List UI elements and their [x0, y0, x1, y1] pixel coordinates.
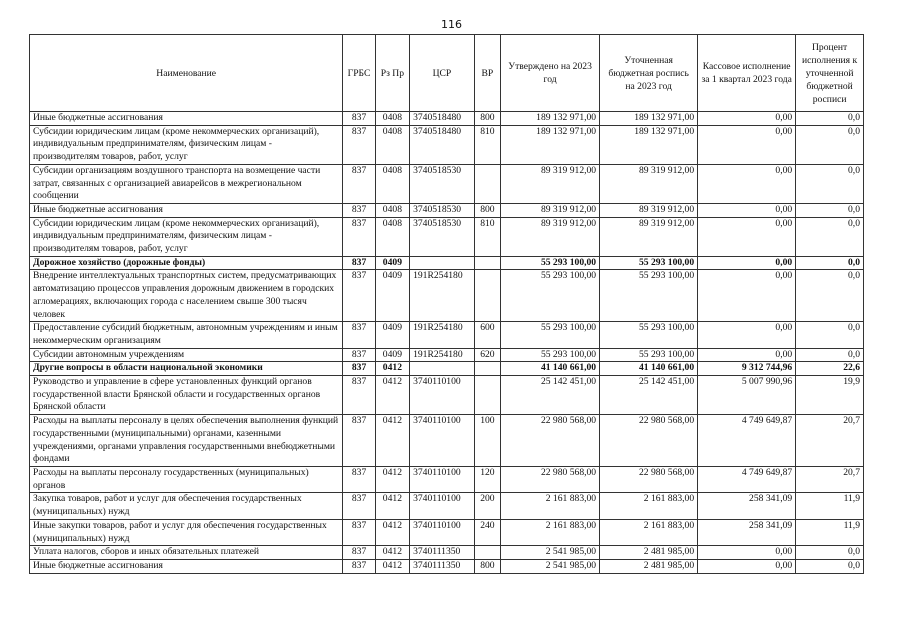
cell-cash: 258 341,09: [698, 493, 796, 519]
table-row: [30, 203, 864, 217]
cell-name: Субсидии юридическим лицам (кроме некоммерческих организаций), индивидуальным предпринимателям, физическим лицам - производителям товаров, работ, услуг: [30, 217, 343, 256]
cell-percent: 0,0: [796, 125, 864, 164]
cell-csr: 3740110100: [410, 415, 475, 467]
cell-cash: 0,00: [698, 217, 796, 256]
cell-name: Дорожное хозяйство (дорожные фонды): [30, 256, 343, 270]
cell-csr: 3740110100: [410, 466, 475, 492]
cell-rz-pr: 0412: [375, 376, 409, 415]
cell-vr: 120: [474, 466, 500, 492]
cell-rz-pr: 0408: [375, 217, 409, 256]
cell-vr: 800: [474, 112, 500, 126]
cell-vr: [474, 164, 500, 203]
cell-approved: 189 132 971,00: [501, 125, 600, 164]
table-row: [30, 256, 864, 270]
cell-name: Иные бюджетные ассигнования: [30, 203, 343, 217]
cell-vr: [474, 256, 500, 270]
cell-percent: 22,6: [796, 362, 864, 376]
cell-percent: 20,7: [796, 415, 864, 467]
cell-percent: 0,0: [796, 559, 864, 573]
table-row: [30, 112, 864, 126]
cell-percent: 0,0: [796, 217, 864, 256]
cell-grbs: 837: [343, 466, 375, 492]
header-revised: Уточненная бюджетная роспись на 2023 год: [600, 35, 698, 112]
cell-vr: 100: [474, 415, 500, 467]
cell-approved: 55 293 100,00: [501, 256, 600, 270]
cell-percent: 0,0: [796, 112, 864, 126]
cell-csr: 3740110100: [410, 376, 475, 415]
cell-csr: 3740110100: [410, 493, 475, 519]
cell-cash: 0,00: [698, 256, 796, 270]
header-rz-pr: Рз Пр: [375, 35, 409, 112]
cell-revised: 55 293 100,00: [600, 322, 698, 348]
cell-name: Расходы на выплаты персоналу государственных (муниципальных) органов: [30, 466, 343, 492]
cell-approved: 22 980 568,00: [501, 466, 600, 492]
cell-csr: 3740110100: [410, 519, 475, 545]
cell-cash: 5 007 990,96: [698, 376, 796, 415]
cell-percent: 0,0: [796, 164, 864, 203]
cell-name: Уплата налогов, сборов и иных обязательных платежей: [30, 546, 343, 560]
cell-revised: 55 293 100,00: [600, 270, 698, 322]
header-cash: Кассовое исполнение за 1 квартал 2023 года: [698, 35, 796, 112]
cell-rz-pr: 0408: [375, 125, 409, 164]
cell-grbs: 837: [343, 362, 375, 376]
cell-csr: 3740111350: [410, 546, 475, 560]
cell-approved: 89 319 912,00: [501, 164, 600, 203]
cell-name: Субсидии юридическим лицам (кроме некоммерческих организаций), индивидуальным предпринимателям, физическим лицам - производителям товаров, работ, услуг: [30, 125, 343, 164]
cell-approved: 41 140 661,00: [501, 362, 600, 376]
cell-vr: 810: [474, 217, 500, 256]
cell-cash: 0,00: [698, 348, 796, 362]
header-percent: Процент исполнения к уточненной бюджетной росписи: [796, 35, 864, 112]
cell-grbs: 837: [343, 493, 375, 519]
cell-approved: 89 319 912,00: [501, 217, 600, 256]
cell-grbs: 837: [343, 217, 375, 256]
cell-rz-pr: 0412: [375, 493, 409, 519]
cell-csr: 3740518530: [410, 217, 475, 256]
cell-csr: [410, 362, 475, 376]
cell-revised: 2 481 985,00: [600, 559, 698, 573]
table-row: [30, 559, 864, 573]
cell-percent: 0,0: [796, 256, 864, 270]
cell-approved: 55 293 100,00: [501, 322, 600, 348]
cell-approved: 2 541 985,00: [501, 559, 600, 573]
cell-percent: 0,0: [796, 203, 864, 217]
cell-approved: 55 293 100,00: [501, 348, 600, 362]
header-vr: ВР: [474, 35, 500, 112]
cell-vr: [474, 546, 500, 560]
header-csr: ЦСР: [410, 35, 475, 112]
cell-approved: 2 161 883,00: [501, 519, 600, 545]
cell-csr: 191R254180: [410, 322, 475, 348]
table-row: [30, 270, 864, 322]
table-row: [30, 348, 864, 362]
cell-revised: 55 293 100,00: [600, 348, 698, 362]
cell-vr: [474, 376, 500, 415]
cell-cash: 9 312 744,96: [698, 362, 796, 376]
cell-name: Закупка товаров, работ и услуг для обеспечения государственных (муниципальных) нужд: [30, 493, 343, 519]
cell-percent: 19,9: [796, 376, 864, 415]
cell-csr: 191R254180: [410, 348, 475, 362]
cell-name: Субсидии организациям воздушного транспорта на возмещение части затрат, связанных с организацией авиарейсов в межрегиональном сообщении: [30, 164, 343, 203]
cell-revised: 89 319 912,00: [600, 217, 698, 256]
cell-grbs: 837: [343, 546, 375, 560]
cell-grbs: 837: [343, 519, 375, 545]
table-row: [30, 125, 864, 164]
cell-cash: 4 749 649,87: [698, 415, 796, 467]
cell-percent: 20,7: [796, 466, 864, 492]
cell-grbs: 837: [343, 112, 375, 126]
cell-cash: 0,00: [698, 270, 796, 322]
cell-revised: 55 293 100,00: [600, 256, 698, 270]
table-row: [30, 376, 864, 415]
cell-revised: 41 140 661,00: [600, 362, 698, 376]
cell-rz-pr: 0412: [375, 519, 409, 545]
cell-cash: 0,00: [698, 164, 796, 203]
cell-grbs: 837: [343, 270, 375, 322]
cell-name: Иные бюджетные ассигнования: [30, 112, 343, 126]
cell-revised: 89 319 912,00: [600, 164, 698, 203]
cell-percent: 0,0: [796, 348, 864, 362]
header-grbs: ГРБС: [343, 35, 375, 112]
cell-vr: 810: [474, 125, 500, 164]
cell-grbs: 837: [343, 164, 375, 203]
cell-cash: 4 749 649,87: [698, 466, 796, 492]
cell-name: Расходы на выплаты персоналу в целях обеспечения выполнения функций государственными (муниципальными) органами, казенными учреждениями, органами управления государственными внебюджетными фондами: [30, 415, 343, 467]
table-row: [30, 466, 864, 492]
cell-revised: 22 980 568,00: [600, 415, 698, 467]
cell-cash: 0,00: [698, 203, 796, 217]
cell-vr: 620: [474, 348, 500, 362]
cell-revised: 2 161 883,00: [600, 519, 698, 545]
table-row: [30, 493, 864, 519]
cell-csr: 3740111350: [410, 559, 475, 573]
cell-rz-pr: 0408: [375, 164, 409, 203]
cell-vr: 200: [474, 493, 500, 519]
cell-grbs: 837: [343, 256, 375, 270]
cell-percent: 0,0: [796, 322, 864, 348]
cell-approved: 89 319 912,00: [501, 203, 600, 217]
cell-approved: 2 161 883,00: [501, 493, 600, 519]
cell-csr: [410, 256, 475, 270]
cell-vr: 600: [474, 322, 500, 348]
cell-approved: 25 142 451,00: [501, 376, 600, 415]
cell-csr: 191R254180: [410, 270, 475, 322]
cell-cash: 0,00: [698, 125, 796, 164]
table-row: [30, 322, 864, 348]
cell-revised: 189 132 971,00: [600, 112, 698, 126]
cell-rz-pr: 0408: [375, 112, 409, 126]
cell-cash: 0,00: [698, 546, 796, 560]
table-row: [30, 415, 864, 467]
cell-cash: 0,00: [698, 112, 796, 126]
cell-revised: 2 161 883,00: [600, 493, 698, 519]
cell-cash: 258 341,09: [698, 519, 796, 545]
table-row: [30, 546, 864, 560]
cell-revised: 22 980 568,00: [600, 466, 698, 492]
page-number: 116: [441, 18, 462, 31]
cell-rz-pr: 0409: [375, 348, 409, 362]
cell-vr: [474, 270, 500, 322]
table-row: [30, 217, 864, 256]
cell-csr: 3740518530: [410, 203, 475, 217]
cell-vr: 800: [474, 559, 500, 573]
table-body: [30, 112, 864, 574]
cell-rz-pr: 0409: [375, 256, 409, 270]
cell-vr: 800: [474, 203, 500, 217]
cell-rz-pr: 0412: [375, 415, 409, 467]
cell-csr: 3740518480: [410, 112, 475, 126]
cell-rz-pr: 0409: [375, 270, 409, 322]
budget-table: [29, 34, 864, 574]
cell-grbs: 837: [343, 322, 375, 348]
cell-approved: 2 541 985,00: [501, 546, 600, 560]
cell-approved: 22 980 568,00: [501, 415, 600, 467]
cell-name: Иные закупки товаров, работ и услуг для обеспечения государственных (муниципальных) нужд: [30, 519, 343, 545]
table-row: [30, 164, 864, 203]
cell-percent: 11,9: [796, 519, 864, 545]
cell-revised: 2 481 985,00: [600, 546, 698, 560]
cell-revised: 189 132 971,00: [600, 125, 698, 164]
cell-grbs: 837: [343, 376, 375, 415]
table-header-row: [30, 35, 864, 112]
cell-vr: [474, 362, 500, 376]
cell-percent: 11,9: [796, 493, 864, 519]
table-row: [30, 362, 864, 376]
cell-grbs: 837: [343, 203, 375, 217]
header-name: Наименование: [30, 35, 343, 112]
table-row: [30, 519, 864, 545]
cell-name: Субсидии автономным учреждениям: [30, 348, 343, 362]
cell-vr: 240: [474, 519, 500, 545]
cell-name: Предоставление субсидий бюджетным, автономным учреждениям и иным некоммерческим организациям: [30, 322, 343, 348]
cell-rz-pr: 0412: [375, 546, 409, 560]
cell-percent: 0,0: [796, 270, 864, 322]
cell-cash: 0,00: [698, 559, 796, 573]
cell-name: Внедрение интеллектуальных транспортных систем, предусматривающих автоматизацию процессов управления дорожным движением в городских агломерациях, включающих города с населением свыше 300 тысяч человек: [30, 270, 343, 322]
cell-csr: 3740518530: [410, 164, 475, 203]
header-approved: Утверждено на 2023 год: [501, 35, 600, 112]
cell-grbs: 837: [343, 559, 375, 573]
cell-revised: 89 319 912,00: [600, 203, 698, 217]
cell-name: Другие вопросы в области национальной экономики: [30, 362, 343, 376]
cell-csr: 3740518480: [410, 125, 475, 164]
cell-grbs: 837: [343, 348, 375, 362]
cell-rz-pr: 0412: [375, 362, 409, 376]
cell-rz-pr: 0412: [375, 559, 409, 573]
cell-name: Иные бюджетные ассигнования: [30, 559, 343, 573]
cell-approved: 55 293 100,00: [501, 270, 600, 322]
cell-grbs: 837: [343, 125, 375, 164]
cell-cash: 0,00: [698, 322, 796, 348]
cell-rz-pr: 0409: [375, 322, 409, 348]
cell-name: Руководство и управление в сфере установленных функций органов государственной власти Брянской области и государственных органов Брянской области: [30, 376, 343, 415]
cell-approved: 189 132 971,00: [501, 112, 600, 126]
cell-rz-pr: 0412: [375, 466, 409, 492]
cell-revised: 25 142 451,00: [600, 376, 698, 415]
cell-grbs: 837: [343, 415, 375, 467]
cell-percent: 0,0: [796, 546, 864, 560]
cell-rz-pr: 0408: [375, 203, 409, 217]
